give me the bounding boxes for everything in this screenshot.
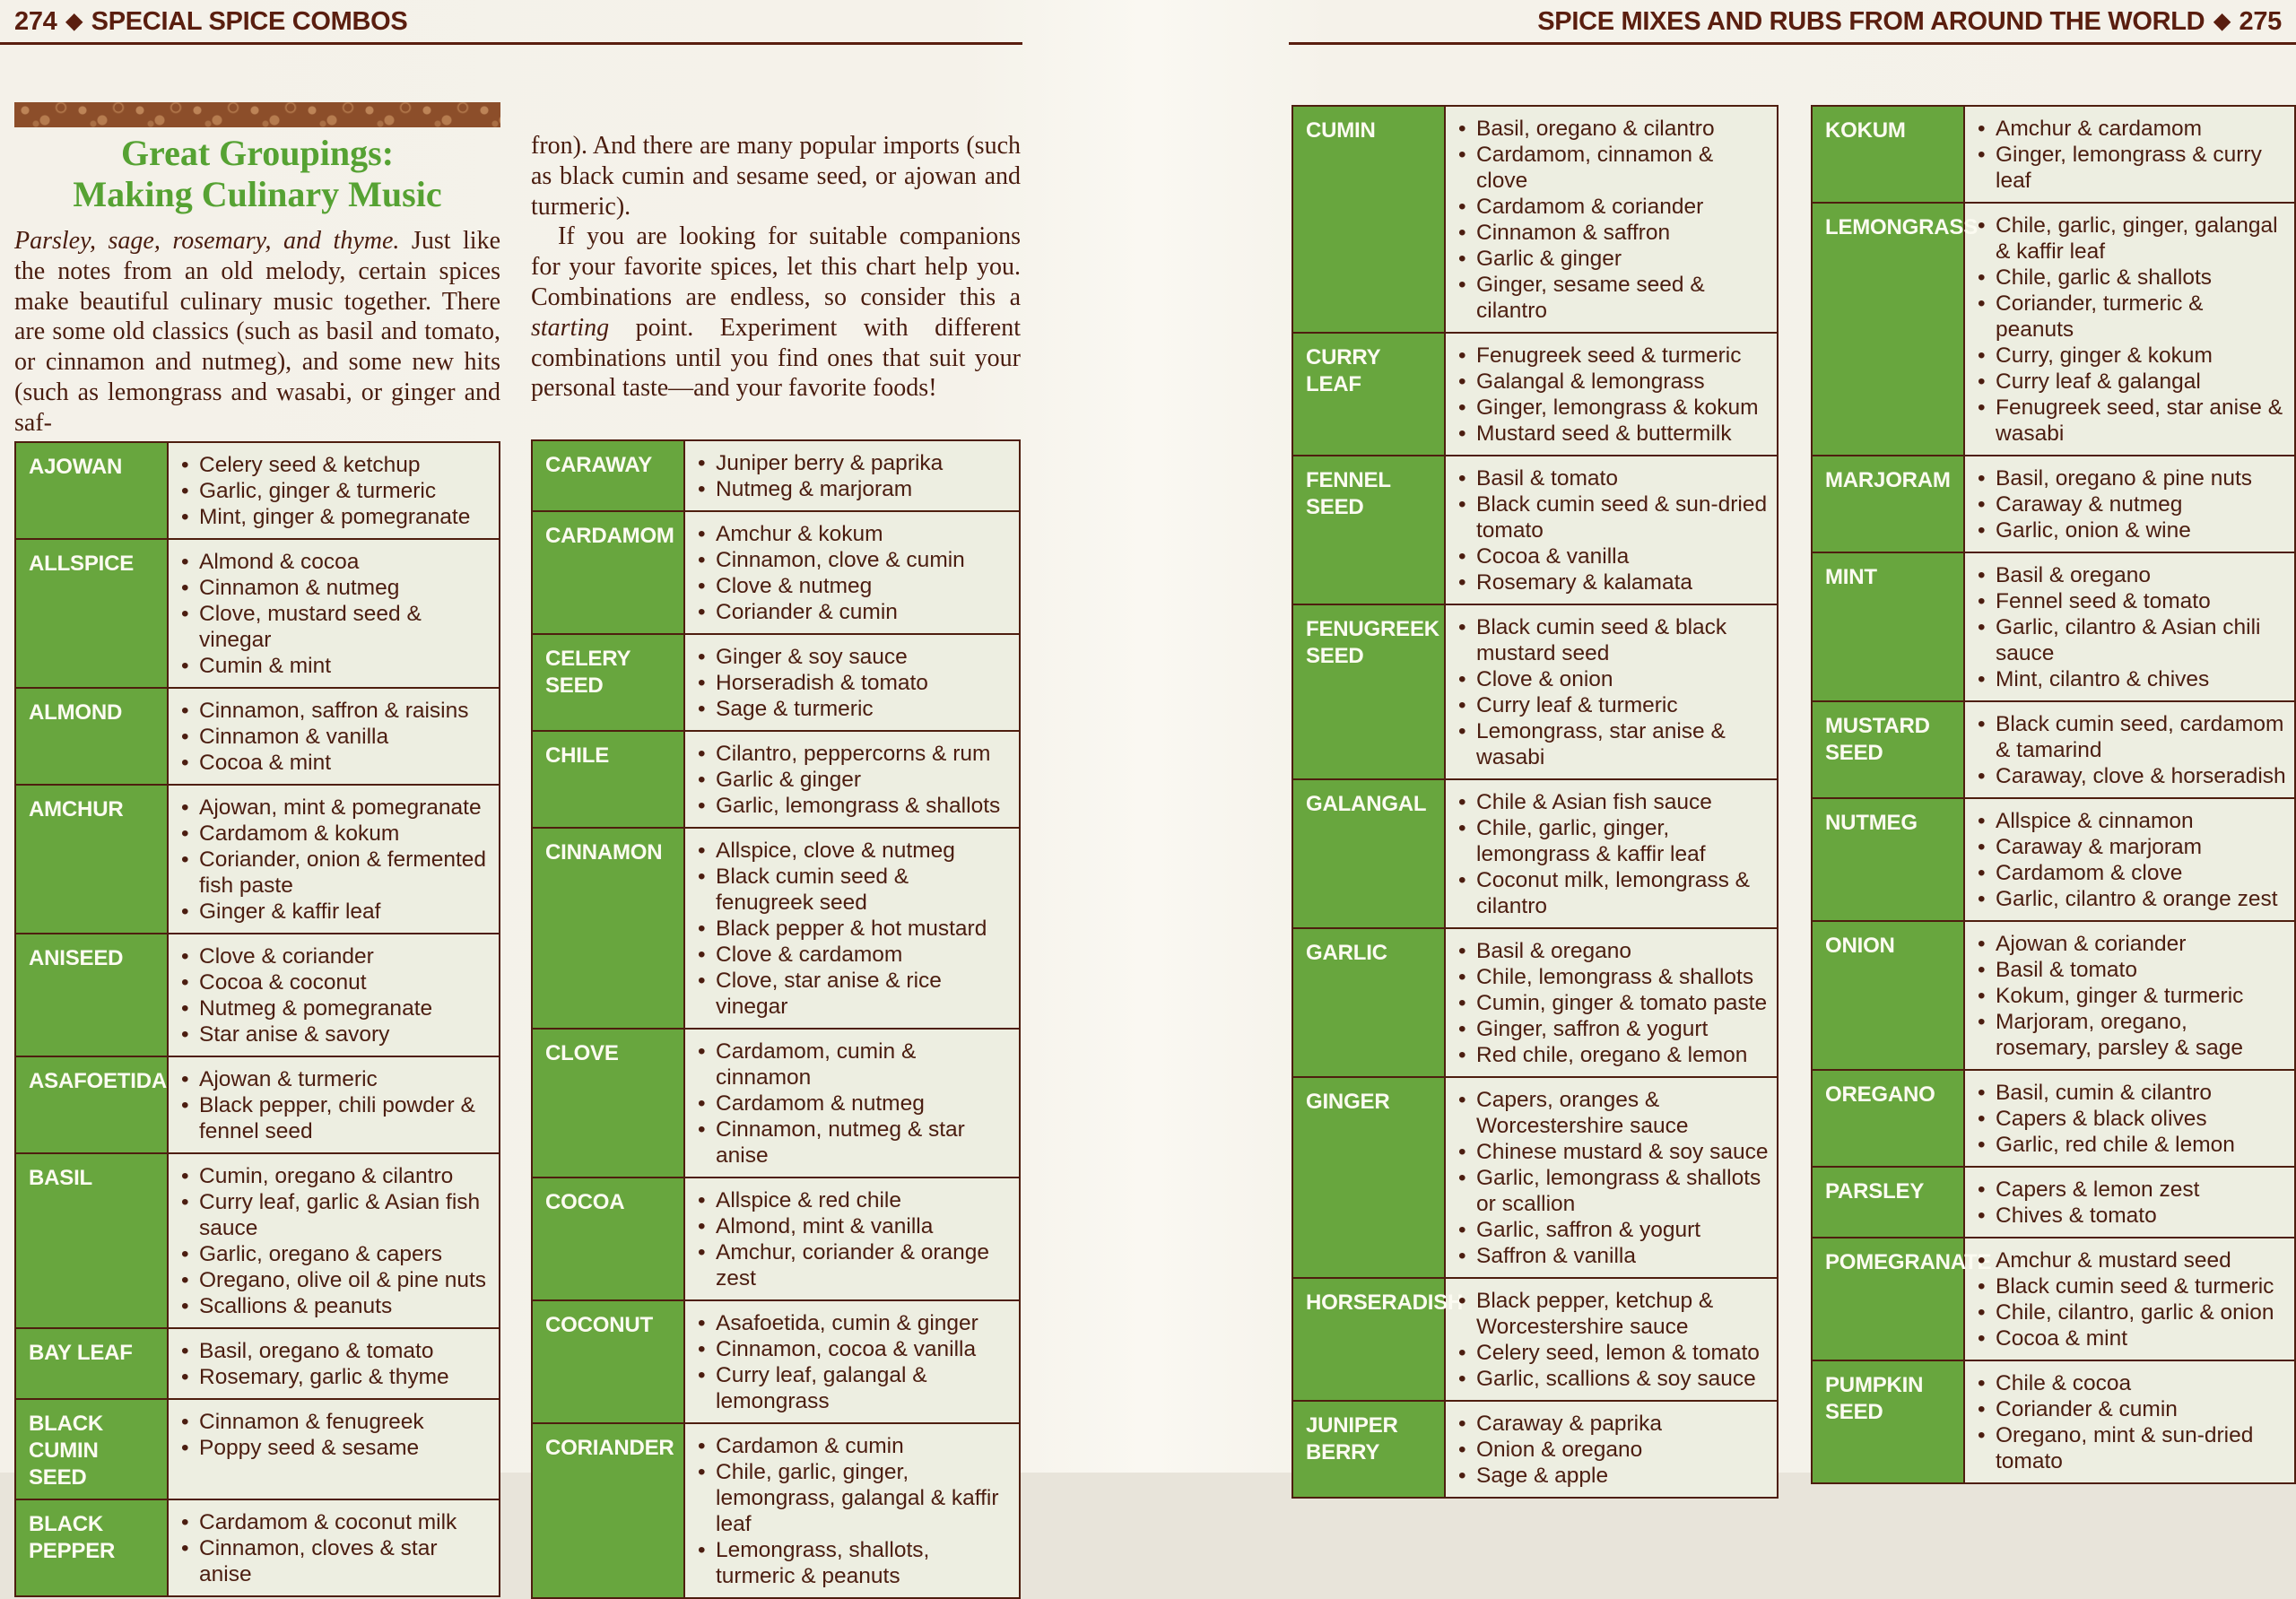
table-row (16, 784, 499, 933)
combo-item: • Clove & nutmeg (691, 573, 1012, 599)
combo-list (1446, 1279, 1777, 1400)
spice-name-cell: CINNAMON (533, 829, 685, 1028)
combo-item: • Ginger, sesame seed & cilantro (1451, 272, 1770, 324)
combo-item: • Caraway & nutmeg (1970, 491, 2287, 517)
combo-list (1965, 553, 2294, 700)
combo-item: • Nutmeg & marjoram (691, 476, 1012, 502)
combo-item: • Cardamom, cumin & cinnamon (691, 1038, 1012, 1091)
combo-item: • Caraway & marjoram (1970, 834, 2287, 860)
combo-item: • Celery seed, lemon & tomato (1451, 1340, 1770, 1366)
combo-item: • Oregano, olive oil & pine nuts (174, 1267, 491, 1293)
table-row (533, 1422, 1019, 1597)
spice-name-cell: GALANGAL (1293, 780, 1446, 927)
combo-list (169, 1154, 499, 1327)
combo-item: • Coriander, onion & fermented fish paste (174, 847, 491, 899)
combo-item: • Capers, oranges & Worcestershire sauce (1451, 1087, 1770, 1139)
spice-name-cell: CLOVE (533, 1030, 685, 1177)
combo-item: • Caraway & paprika (1451, 1411, 1770, 1437)
spice-name-cell: CARAWAY (533, 441, 685, 510)
combo-list (169, 1500, 499, 1595)
spice-name-cell: BASIL (16, 1154, 169, 1327)
combo-item: • Garlic, saffron & yogurt (1451, 1217, 1770, 1243)
combo-item: • Red chile, oregano & lemon (1451, 1042, 1770, 1068)
combo-item: • Scallions & peanuts (174, 1293, 491, 1319)
spice-name-cell: ANISEED (16, 934, 169, 1056)
combo-item: • Black cumin seed & fenugreek seed (691, 864, 1012, 916)
combo-item: • Cardamom, cinnamon & clove (1451, 142, 1770, 194)
combo-item: • Fenugreek seed, star anise & wasabi (1970, 395, 2287, 447)
combo-item: • Chile & Asian fish sauce (1451, 789, 1770, 815)
table-row (16, 1499, 499, 1595)
combo-list (685, 441, 1019, 510)
combo-item: • Amchur & mustard seed (1970, 1247, 2287, 1273)
combo-list (1446, 1402, 1777, 1497)
spice-name-cell: COCOA (533, 1178, 685, 1299)
combo-item: • Rosemary & kalamata (1451, 569, 1770, 595)
spice-table-ajowan-to-black-pepper (14, 441, 500, 1597)
spice-name-cell: MINT (1813, 553, 1965, 700)
table-row (16, 933, 499, 1056)
combo-item: • Coriander & cumin (691, 599, 1012, 625)
article-title-line2: Making Culinary Music (73, 174, 442, 214)
combo-list (685, 732, 1019, 827)
table-row (1293, 332, 1777, 455)
combo-item: • Basil & oregano (1970, 562, 2287, 588)
spice-name-cell: BAY LEAF (16, 1329, 169, 1398)
combo-item: • Cilantro, peppercorns & rum (691, 741, 1012, 767)
combo-item: • Garlic, ginger & turmeric (174, 478, 491, 504)
combo-item: • Cinnamon, nutmeg & star anise (691, 1117, 1012, 1169)
spice-name-cell: GINGER (1293, 1078, 1446, 1277)
right-page-header (1289, 7, 2282, 37)
combo-item: • Cocoa & vanilla (1451, 543, 1770, 569)
combo-list (1446, 107, 1777, 332)
combo-list (1965, 1361, 2294, 1482)
combo-item: • Fennel seed & tomato (1970, 588, 2287, 614)
combo-item: • Curry, ginger & kokum (1970, 343, 2287, 369)
combo-item: • Mint, ginger & pomegranate (174, 504, 491, 530)
table-row (1813, 1360, 2294, 1482)
combo-item: • Basil & tomato (1970, 957, 2287, 983)
table-row (1293, 604, 1777, 778)
combo-item: • Nutmeg & pomegranate (174, 995, 491, 1021)
combo-list (1965, 1238, 2294, 1360)
combo-item: • Basil & tomato (1451, 465, 1770, 491)
combo-item: • Chinese mustard & soy sauce (1451, 1139, 1770, 1165)
table-row (1813, 107, 2294, 202)
combo-item: • Celery seed & ketchup (174, 452, 491, 478)
combo-item: • Black pepper, chili powder & fennel seed (174, 1092, 491, 1144)
diamond-icon: ◆ (65, 9, 83, 33)
spice-name-cell: CORIANDER (533, 1424, 685, 1597)
left-page-title: SPECIAL SPICE COMBOS (91, 7, 408, 36)
table-row (1813, 700, 2294, 797)
intro-paragraph-2-start: If you are looking for suitable companions for your favorite spices, let this chart help you. Combinations are endless, so consider this a (531, 222, 1021, 311)
ornament-border-strip (14, 102, 500, 127)
combo-item: • Curry leaf & galangal (1970, 369, 2287, 395)
combo-item: • Cocoa & coconut (174, 969, 491, 995)
spice-name-cell: PARSLEY (1813, 1168, 1965, 1237)
combo-list (1446, 456, 1777, 604)
spice-name-cell: KOKUM (1813, 107, 1965, 202)
combo-item: • Curry leaf, garlic & Asian fish sauce (174, 1189, 491, 1241)
spice-name-cell: LEMONGRASS (1813, 204, 1965, 455)
intro-lead-italic: Parsley, sage, rosemary, and thyme. (14, 227, 400, 255)
spice-name-cell: CARDAMOM (533, 512, 685, 633)
combo-item: • Galangal & lemongrass (1451, 369, 1770, 395)
spice-name-cell: CHILE (533, 732, 685, 827)
combo-item: • Garlic & ginger (691, 767, 1012, 793)
combo-list (685, 1178, 1019, 1299)
combo-item: • Allspice & cinnamon (1970, 808, 2287, 834)
combo-item: • Ajowan & coriander (1970, 931, 2287, 957)
combo-item: • Chile, garlic, ginger, galangal & kaffir leaf (1970, 213, 2287, 265)
combo-item: • Ginger & soy sauce (691, 644, 1012, 670)
table-row (533, 510, 1019, 633)
left-page-header (14, 7, 407, 37)
intro-paragraph-2-italic: starting (531, 313, 610, 342)
combo-item: • Almond, mint & vanilla (691, 1213, 1012, 1239)
table-row (1293, 1400, 1777, 1497)
table-row (16, 1056, 499, 1152)
spice-name-cell: CELERY SEED (533, 635, 685, 730)
combo-item: • Clove & onion (1451, 666, 1770, 692)
combo-item: • Cinnamon, cocoa & vanilla (691, 1336, 1012, 1362)
spice-name-cell: MUSTARD SEED (1813, 702, 1965, 797)
spice-name-cell: POMEGRANATE (1813, 1238, 1965, 1360)
combo-item: • Capers & black olives (1970, 1106, 2287, 1132)
combo-item: • Cocoa & mint (1970, 1325, 2287, 1351)
article-title (14, 133, 500, 215)
spice-name-cell: AMCHUR (16, 786, 169, 933)
combo-item: • Capers & lemon zest (1970, 1177, 2287, 1203)
table-row (16, 443, 499, 538)
combo-list (1965, 1168, 2294, 1237)
combo-item: • Garlic, lemongrass & shallots (691, 793, 1012, 819)
article-title-line1: Great Groupings: (120, 133, 395, 173)
combo-item: • Cinnamon, cloves & star anise (174, 1535, 491, 1587)
combo-list (685, 1424, 1019, 1597)
combo-list (685, 829, 1019, 1028)
combo-item: • Cumin, oregano & cilantro (174, 1163, 491, 1189)
combo-item: • Basil, oregano & cilantro (1451, 116, 1770, 142)
table-row (1813, 455, 2294, 552)
intro-paragraph-2-end: point. Experiment with different combinations until you find ones that suit your personal taste—and your favorite foods! (531, 313, 1021, 403)
spice-name-cell: BLACK CUMIN SEED (16, 1400, 169, 1499)
combo-list (169, 934, 499, 1056)
combo-item: • Cocoa & mint (174, 750, 491, 776)
combo-item: • Garlic, lemongrass & shallots or scallion (1451, 1165, 1770, 1217)
table-row (16, 687, 499, 784)
combo-list (169, 540, 499, 687)
combo-item: • Chives & tomato (1970, 1203, 2287, 1229)
combo-item: • Cardamom & coriander (1451, 194, 1770, 220)
left-header-rule (0, 42, 1022, 45)
combo-item: • Garlic & ginger (1451, 246, 1770, 272)
combo-item: • Asafoetida, cumin & ginger (691, 1310, 1012, 1336)
combo-list (169, 786, 499, 933)
combo-item: • Clove & cardamom (691, 942, 1012, 968)
table-row (16, 538, 499, 687)
combo-item: • Oregano, mint & sun-dried tomato (1970, 1422, 2287, 1474)
spice-name-cell: ONION (1813, 922, 1965, 1069)
left-page-number: 274 (14, 7, 57, 36)
combo-item: • Amchur & cardamom (1970, 116, 2287, 142)
combo-item: • Cinnamon & fenugreek (174, 1409, 491, 1435)
combo-item: • Chile, garlic & shallots (1970, 265, 2287, 291)
table-row (1813, 797, 2294, 920)
combo-item: • Ginger, lemongrass & kokum (1451, 395, 1770, 421)
combo-list (169, 1400, 499, 1499)
table-row (1813, 202, 2294, 455)
combo-item: • Lemongrass, star anise & wasabi (1451, 718, 1770, 770)
combo-list (685, 512, 1019, 633)
combo-item: • Rosemary, garlic & thyme (174, 1364, 491, 1390)
intro-paragraph-1-continued: fron). And there are many popular imports (such as black cumin and sesame seed, or ajowan and turmeric). (531, 132, 1021, 221)
table-row (1813, 1069, 2294, 1166)
combo-item: • Star anise & savory (174, 1021, 491, 1047)
spice-name-cell: BLACK PEPPER (16, 1500, 169, 1595)
combo-list (685, 635, 1019, 730)
combo-item: • Basil, oregano & pine nuts (1970, 465, 2287, 491)
combo-list (169, 689, 499, 784)
table-row (1293, 927, 1777, 1076)
spice-name-cell: NUTMEG (1813, 799, 1965, 920)
combo-item: • Garlic, scallions & soy sauce (1451, 1366, 1770, 1392)
table-row (533, 1177, 1019, 1299)
table-row (16, 1327, 499, 1398)
combo-list (1446, 929, 1777, 1076)
combo-item: • Chile, lemongrass & shallots (1451, 964, 1770, 990)
combo-item: • Cardamom & nutmeg (691, 1091, 1012, 1117)
right-page-title: SPICE MIXES AND RUBS FROM AROUND THE WORLD (1537, 7, 2205, 36)
combo-item: • Black cumin seed & turmeric (1970, 1273, 2287, 1299)
intro-paragraph-1-text: Just like the notes from an old melody, certain spices make beautiful culinary music together. There are some old classics (such as basil and tomato, or cinnamon and nutmeg), and some new hits (such as lemongrass and wasabi, or ginger and saf- (14, 227, 500, 437)
combo-item: • Amchur, coriander & orange zest (691, 1239, 1012, 1291)
spice-name-cell: PUMPKIN SEED (1813, 1361, 1965, 1482)
diamond-icon: ◆ (2213, 9, 2231, 33)
combo-item: • Garlic, cilantro & Asian chili sauce (1970, 614, 2287, 666)
combo-item: • Chile & cocoa (1970, 1370, 2287, 1396)
table-row (1813, 1237, 2294, 1360)
table-row (533, 1028, 1019, 1177)
combo-item: • Black cumin seed & sun-dried tomato (1451, 491, 1770, 543)
table-row (1813, 1166, 2294, 1237)
spice-name-cell: HORSERADISH (1293, 1279, 1446, 1400)
combo-item: • Cardamom & clove (1970, 860, 2287, 886)
combo-item: • Onion & oregano (1451, 1437, 1770, 1463)
intro-paragraph-1 (14, 226, 500, 439)
combo-item: • Chile, cilantro, garlic & onion (1970, 1299, 2287, 1325)
combo-item: • Black pepper, ketchup & Worcestershire sauce (1451, 1288, 1770, 1340)
combo-item: • Chile, garlic, ginger, lemongrass, galangal & kaffir leaf (691, 1459, 1012, 1537)
combo-list (1446, 605, 1777, 778)
combo-item: • Garlic, oregano & capers (174, 1241, 491, 1267)
combo-list (685, 1301, 1019, 1422)
combo-item: • Lemongrass, shallots, turmeric & peanuts (691, 1537, 1012, 1589)
combo-item: • Caraway, clove & horseradish (1970, 763, 2287, 789)
spice-name-cell: ASAFOETIDA (16, 1057, 169, 1152)
combo-item: • Allspice & red chile (691, 1187, 1012, 1213)
spice-name-cell: COCONUT (533, 1301, 685, 1422)
table-row (1293, 107, 1777, 332)
combo-item: • Black cumin seed, cardamom & tamarind (1970, 711, 2287, 763)
combo-item: • Clove, star anise & rice vinegar (691, 968, 1012, 1020)
combo-item: • Mustard seed & buttermilk (1451, 421, 1770, 447)
combo-item: • Cinnamon & nutmeg (174, 575, 491, 601)
combo-item: • Kokum, ginger & turmeric (1970, 983, 2287, 1009)
combo-item: • Clove, mustard seed & vinegar (174, 601, 491, 653)
combo-item: • Saffron & vanilla (1451, 1243, 1770, 1269)
table-row (533, 827, 1019, 1028)
spice-name-cell: FENNEL SEED (1293, 456, 1446, 604)
table-row (1813, 552, 2294, 700)
combo-item: • Ginger, lemongrass & curry leaf (1970, 142, 2287, 194)
spice-table-kokum-to-pumpkin-seed (1811, 105, 2296, 1484)
table-row (1813, 920, 2294, 1069)
combo-list (1965, 456, 2294, 552)
combo-item: • Sage & apple (1451, 1463, 1770, 1489)
combo-item: • Cardamon & cumin (691, 1433, 1012, 1459)
combo-item: • Amchur & kokum (691, 521, 1012, 547)
combo-list (169, 1057, 499, 1152)
combo-item: • Ajowan, mint & pomegranate (174, 795, 491, 821)
spice-name-cell: CURRY LEAF (1293, 334, 1446, 455)
combo-list (685, 1030, 1019, 1177)
combo-item: • Ajowan & turmeric (174, 1066, 491, 1092)
combo-item: • Garlic, onion & wine (1970, 517, 2287, 543)
combo-item: • Allspice, clove & nutmeg (691, 838, 1012, 864)
combo-item: • Juniper berry & paprika (691, 450, 1012, 476)
combo-item: • Almond & cocoa (174, 549, 491, 575)
combo-list (1965, 107, 2294, 202)
combo-item: • Cumin & mint (174, 653, 491, 679)
combo-item: • Basil & oregano (1451, 938, 1770, 964)
right-page-number: 275 (2239, 7, 2282, 36)
spice-name-cell: OREGANO (1813, 1071, 1965, 1166)
combo-item: • Sage & turmeric (691, 696, 1012, 722)
combo-item: • Coconut milk, lemongrass & cilantro (1451, 867, 1770, 919)
combo-item: • Marjoram, oregano, rosemary, parsley & sage (1970, 1009, 2287, 1061)
combo-item: • Black cumin seed & black mustard seed (1451, 614, 1770, 666)
combo-item: • Cinnamon & vanilla (174, 724, 491, 750)
combo-list (1965, 1071, 2294, 1166)
combo-item: • Chile, garlic, ginger, lemongrass & kaffir leaf (1451, 815, 1770, 867)
combo-list (1965, 204, 2294, 455)
combo-item: • Clove & coriander (174, 943, 491, 969)
spice-name-cell: GARLIC (1293, 929, 1446, 1076)
combo-item: • Poppy seed & sesame (174, 1435, 491, 1461)
combo-item: • Ginger, saffron & yogurt (1451, 1016, 1770, 1042)
table-row (1293, 778, 1777, 927)
table-row (16, 1152, 499, 1327)
combo-item: • Basil, oregano & tomato (174, 1338, 491, 1364)
table-row (16, 1398, 499, 1499)
intro-column-2 (531, 131, 1021, 404)
combo-item: • Ginger & kaffir leaf (174, 899, 491, 925)
spice-name-cell: AJOWAN (16, 443, 169, 538)
combo-item: • Garlic, red chile & lemon (1970, 1132, 2287, 1158)
combo-item: • Cumin, ginger & tomato paste (1451, 990, 1770, 1016)
combo-item: • Mint, cilantro & chives (1970, 666, 2287, 692)
spice-table-caraway-to-coriander (531, 439, 1021, 1599)
combo-list (169, 443, 499, 538)
right-header-rule (1289, 42, 2296, 45)
combo-item: • Fenugreek seed & turmeric (1451, 343, 1770, 369)
combo-item: • Coriander & cumin (1970, 1396, 2287, 1422)
combo-item: • Cardamom & coconut milk (174, 1509, 491, 1535)
spice-name-cell: FENUGREEK SEED (1293, 605, 1446, 778)
table-row (1293, 455, 1777, 604)
combo-list (1965, 702, 2294, 797)
combo-item: • Curry leaf & turmeric (1451, 692, 1770, 718)
combo-list (1446, 780, 1777, 927)
table-row (533, 441, 1019, 510)
intro-column-1 (14, 226, 500, 439)
spice-name-cell: MARJORAM (1813, 456, 1965, 552)
combo-list (169, 1329, 499, 1398)
spice-name-cell: JUNIPER BERRY (1293, 1402, 1446, 1497)
combo-list (1965, 922, 2294, 1069)
combo-item: • Black pepper & hot mustard (691, 916, 1012, 942)
combo-item: • Basil, cumin & cilantro (1970, 1080, 2287, 1106)
spice-name-cell: CUMIN (1293, 107, 1446, 332)
table-row (1293, 1076, 1777, 1277)
table-row (1293, 1277, 1777, 1400)
combo-item: • Cardamom & kokum (174, 821, 491, 847)
intro-paragraph-2 (531, 222, 1021, 404)
combo-list (1965, 799, 2294, 920)
spice-name-cell: ALMOND (16, 689, 169, 784)
combo-item: • Horseradish & tomato (691, 670, 1012, 696)
combo-item: • Cinnamon, saffron & raisins (174, 698, 491, 724)
combo-item: • Curry leaf, galangal & lemongrass (691, 1362, 1012, 1414)
combo-item: • Cinnamon, clove & cumin (691, 547, 1012, 573)
spice-table-cumin-to-juniper-berry (1292, 105, 1779, 1499)
table-row (533, 633, 1019, 730)
combo-list (1446, 1078, 1777, 1277)
table-row (533, 730, 1019, 827)
table-row (533, 1299, 1019, 1422)
combo-item: • Coriander, turmeric & peanuts (1970, 291, 2287, 343)
combo-item: • Garlic, cilantro & orange zest (1970, 886, 2287, 912)
combo-item: • Cinnamon & saffron (1451, 220, 1770, 246)
spice-name-cell: ALLSPICE (16, 540, 169, 687)
combo-list (1446, 334, 1777, 455)
